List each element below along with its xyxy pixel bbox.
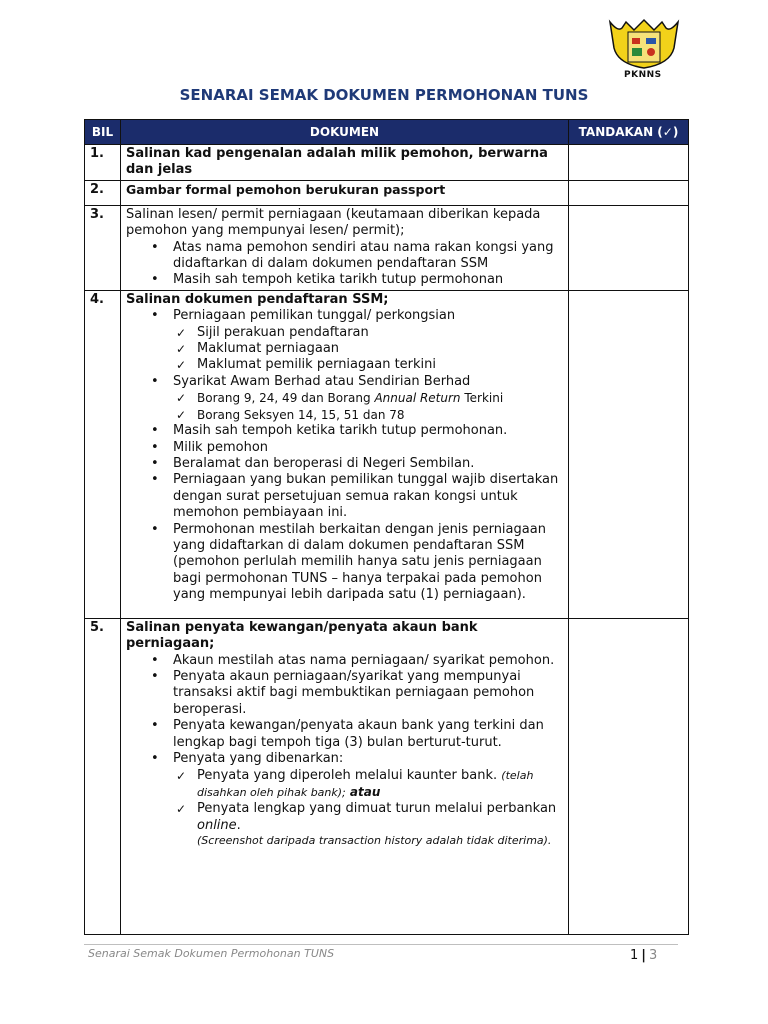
list-item: • Masih sah tempoh ketika tarikh tutup permohonan. xyxy=(173,423,563,439)
page-indicator xyxy=(630,948,657,963)
header-dokumen: DOKUMEN xyxy=(121,120,569,145)
table-row xyxy=(85,618,689,934)
table-row xyxy=(85,180,689,205)
check-item-atau: atau xyxy=(349,784,381,799)
check-item: ✓ Sijil perakuan pendaftaran xyxy=(197,325,563,341)
list-item: • Penyata akaun perniagaan/syarikat yang mempunyai transaksi aktif bagi membuktikan perniagaan pemohon beroperasi. xyxy=(173,669,563,718)
document-title: Gambar formal pemohon berukuran passport xyxy=(126,181,446,197)
check-item-note: (Screenshot daripada transaction history adalah tidak diterima). xyxy=(197,834,552,848)
check-item-text: . xyxy=(236,817,241,833)
row-number: 5. xyxy=(85,618,121,934)
table-row xyxy=(85,205,689,290)
check-item: ✓ Maklumat pemilik perniagaan terkini xyxy=(197,357,563,373)
check-item xyxy=(197,390,563,406)
table-row xyxy=(85,290,689,618)
checklist-table xyxy=(84,119,689,935)
document-cell xyxy=(121,290,569,618)
bullet-list xyxy=(126,240,563,289)
document-cell xyxy=(121,145,569,181)
list-item-text: Perniagaan pemilikan tunggal/ perkongsian xyxy=(173,308,456,324)
list-item: • Milik pemohon xyxy=(173,440,563,456)
document-cell xyxy=(121,618,569,934)
checkbox-cell[interactable] xyxy=(569,290,689,618)
check-list xyxy=(173,390,563,423)
document-title: Salinan lesen/ permit perniagaan (keutamaan diberikan kepada pemohon yang mempunyai lesen/ permit); xyxy=(126,206,541,239)
check-item-note: (telah disahkan oleh pihak bank); xyxy=(197,768,534,799)
check-list xyxy=(173,768,563,849)
list-item xyxy=(173,751,563,849)
document-title: Salinan penyata kewangan/penyata akaun bank perniagaan; xyxy=(126,619,478,652)
list-item: • Beralamat dan beroperasi di Negeri Sembilan. xyxy=(173,456,563,472)
checkbox-cell[interactable] xyxy=(569,180,689,205)
table-row xyxy=(85,145,689,181)
footer-divider xyxy=(84,944,678,945)
bullet-list xyxy=(126,653,563,849)
check-item: ✓ Maklumat perniagaan xyxy=(197,341,563,357)
row-number: 3. xyxy=(85,205,121,290)
list-item-text: Penyata yang dibenarkan: xyxy=(173,751,344,767)
row-number: 2. xyxy=(85,180,121,205)
list-item xyxy=(173,374,563,423)
list-item: • Akaun mestilah atas nama perniagaan/ syarikat pemohon. xyxy=(173,653,563,669)
list-item: • Penyata kewangan/penyata akaun bank yang terkini dan lengkap bagi tempoh tiga (3) bulan berturut-turut. xyxy=(173,718,563,751)
page-total: 3 xyxy=(649,948,658,963)
row-number: 1. xyxy=(85,145,121,181)
check-item-italic: Annual Return xyxy=(374,391,461,406)
document-cell xyxy=(121,205,569,290)
document-cell xyxy=(121,180,569,205)
header-bil: BIL xyxy=(85,120,121,145)
checkbox-cell[interactable] xyxy=(569,145,689,181)
checkbox-cell[interactable] xyxy=(569,205,689,290)
page-separator: | xyxy=(641,948,647,963)
list-item xyxy=(173,308,563,374)
check-item-text: Penyata lengkap yang dimuat turun melalui perbankan xyxy=(197,801,557,817)
check-item-italic: online xyxy=(197,817,237,833)
list-item: • Perniagaan yang bukan pemilikan tunggal wajib disertakan dengan surat persetujuan semua rakan kongsi untuk memohon pembiayaan ini. xyxy=(173,472,563,521)
check-item xyxy=(197,768,563,802)
row-number: 4. xyxy=(85,290,121,618)
list-item-text: Syarikat Awam Berhad atau Sendirian Berhad xyxy=(173,373,471,389)
checkbox-cell[interactable] xyxy=(569,618,689,934)
header-tandakan: TANDAKAN (✓) xyxy=(569,120,689,145)
document-title: Salinan dokumen pendaftaran SSM; xyxy=(126,291,389,307)
list-item: • Atas nama pemohon sendiri atau nama rakan kongsi yang didaftarkan di dalam dokumen pendaftaran SSM xyxy=(173,240,563,273)
list-item: • Masih sah tempoh ketika tarikh tutup permohonan xyxy=(173,272,563,288)
check-item xyxy=(197,801,563,848)
check-item-text: Terkini xyxy=(460,391,504,406)
page-title: SENARAI SEMAK DOKUMEN PERMOHONAN TUNS xyxy=(179,86,589,104)
check-list xyxy=(173,325,563,374)
logo-text: PKNNS xyxy=(624,70,662,80)
page-number: 1 xyxy=(630,948,639,963)
document-title: Salinan kad pengenalan adalah milik pemohon, berwarna dan jelas xyxy=(126,146,548,178)
bullet-list xyxy=(126,308,563,603)
check-item: ✓ Borang Seksyen 14, 15, 51 dan 78 xyxy=(197,407,563,423)
footer-text: Senarai Semak Dokumen Permohonan TUNS xyxy=(88,947,335,960)
table-header-row xyxy=(85,120,689,145)
list-item: • Permohonan mestilah berkaitan dengan jenis perniagaan yang didaftarkan di dalam dokumen pendaftaran SSM (pemohon perlulah memilih hanya satu jenis perniagaan bagi permohonan TUNS – hanya terpakai pada pemohon yang mempunyai lebih daripada satu (1) perniagaan). xyxy=(173,522,563,604)
check-item-text: Penyata yang diperoleh melalui kaunter bank. xyxy=(197,767,498,783)
check-item-text: Borang 9, 24, 49 dan Borang xyxy=(197,391,375,406)
